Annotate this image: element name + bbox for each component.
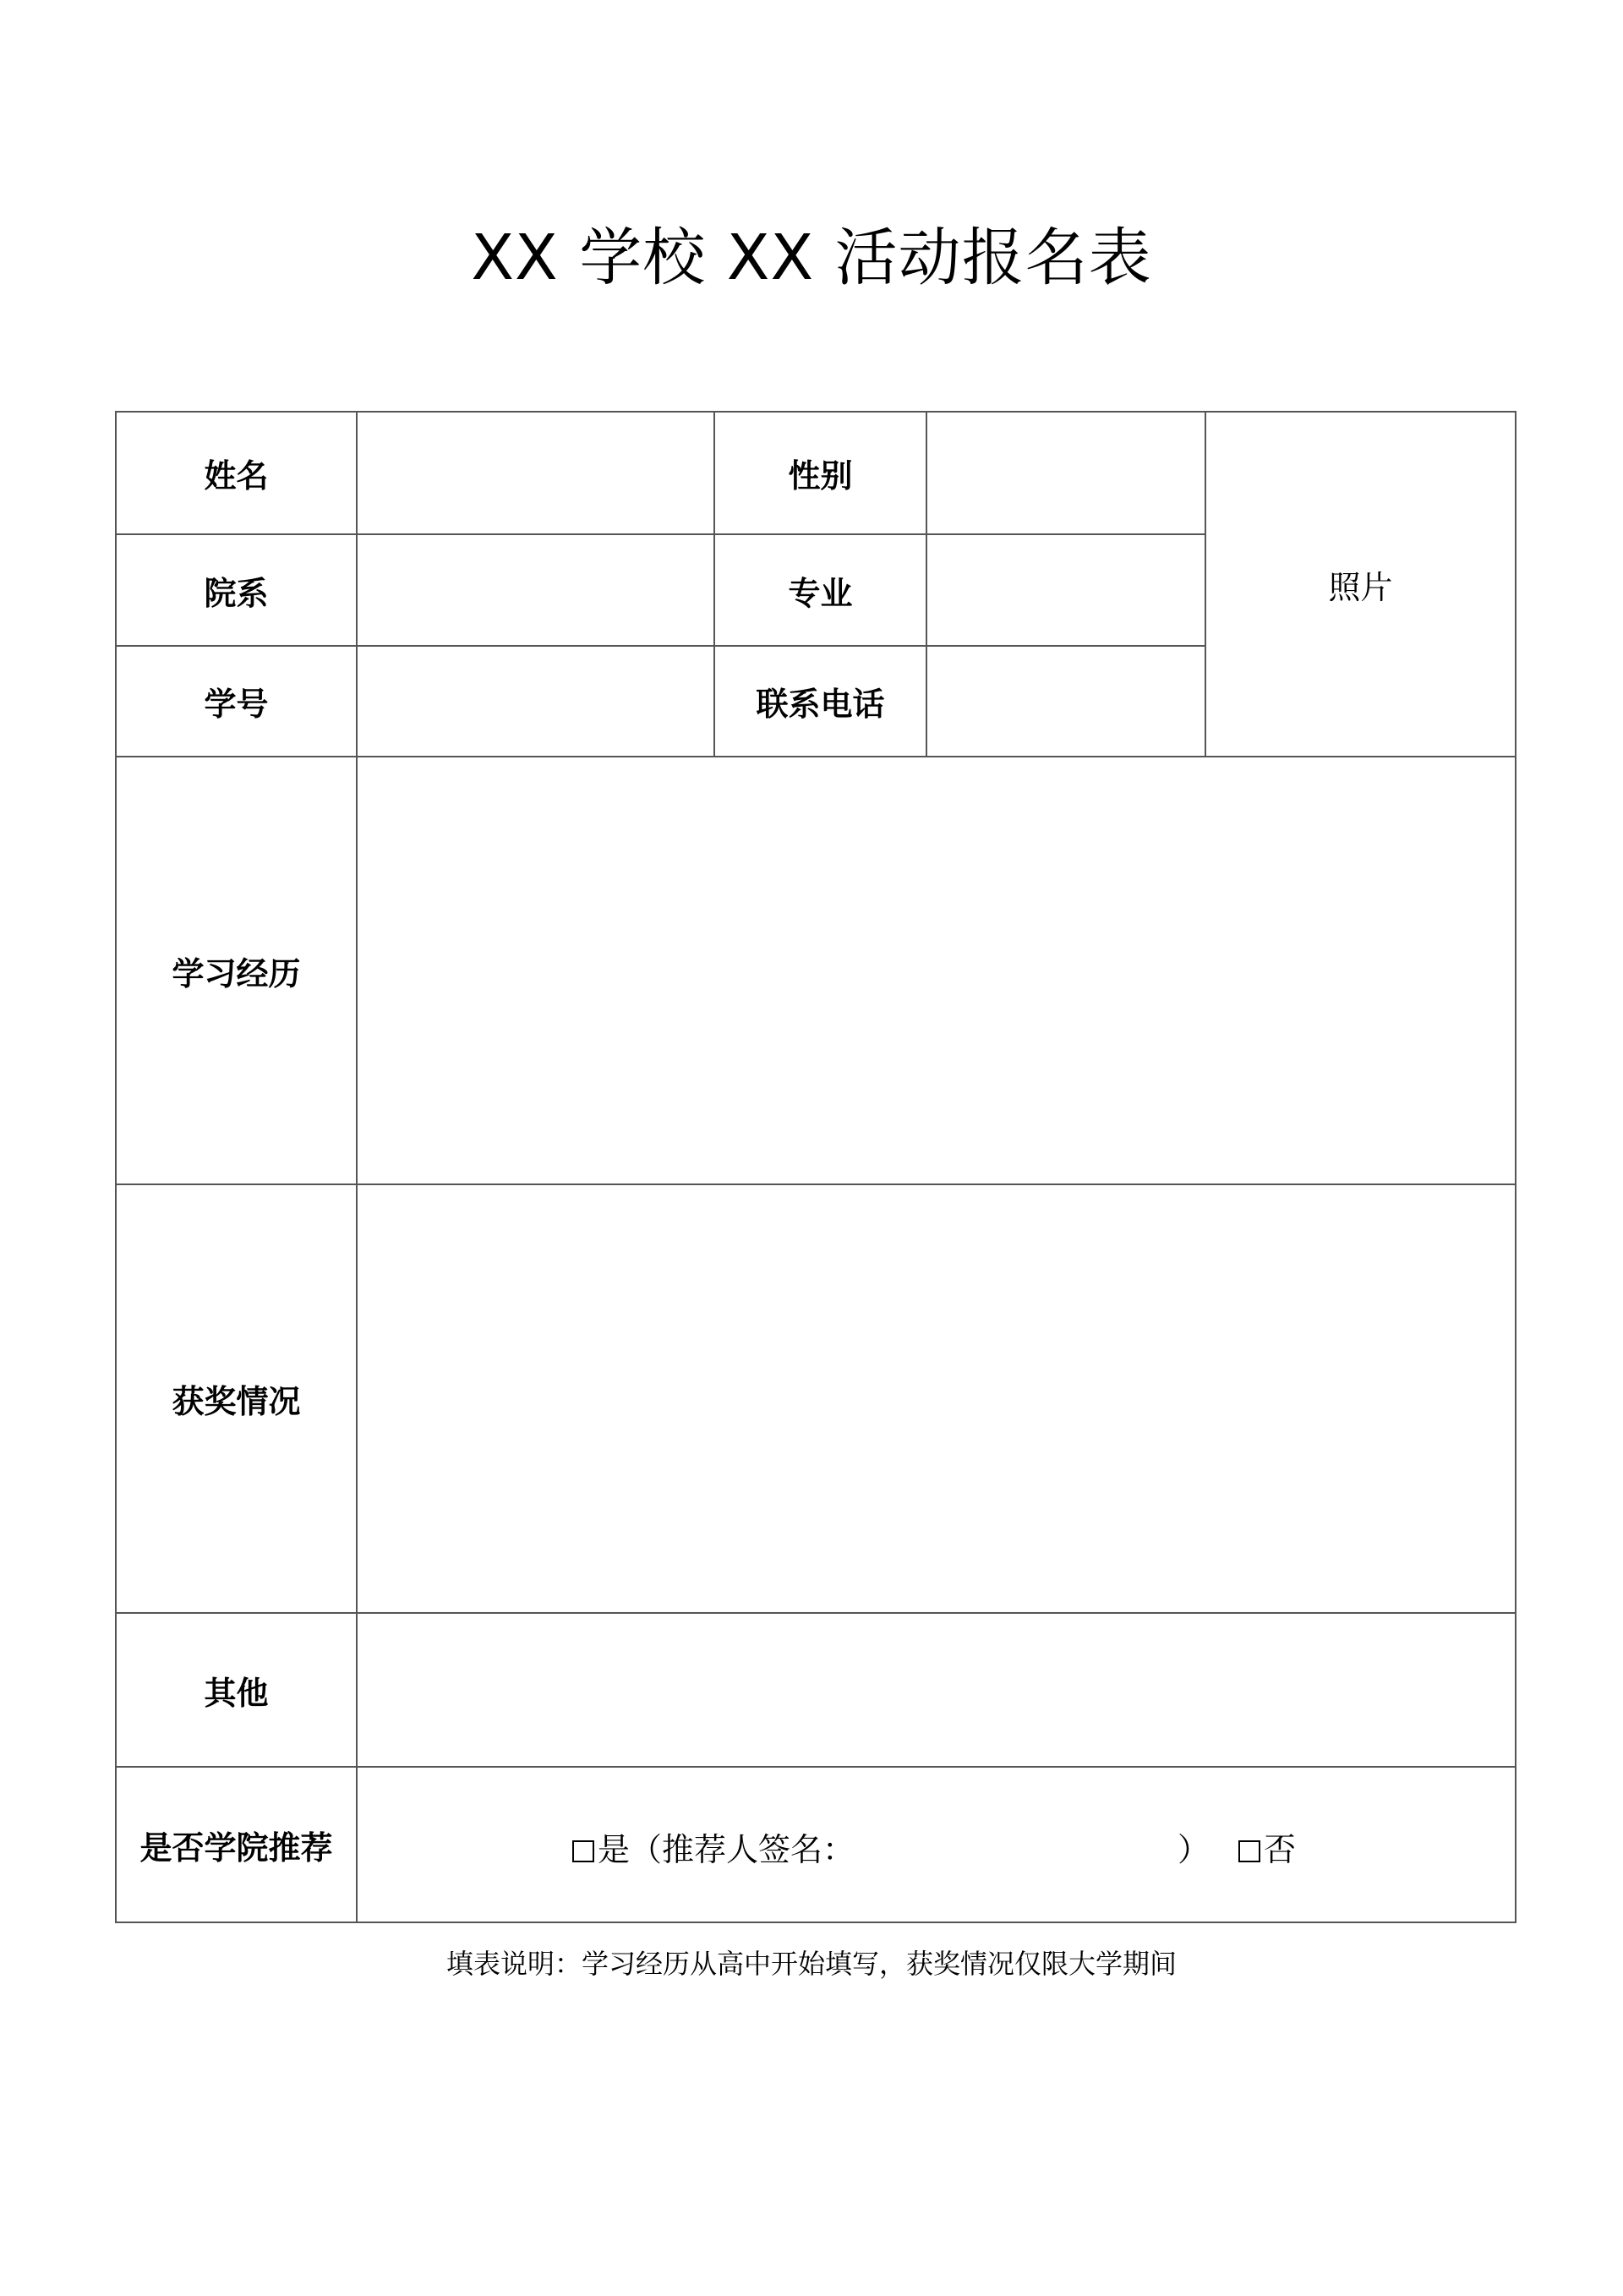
recommend-label: 是否学院推荐 xyxy=(116,1767,357,1922)
registration-table xyxy=(115,411,1516,1923)
education-label: 学习经历 xyxy=(116,757,357,1184)
department-label: 院系 xyxy=(116,534,357,646)
education-field[interactable] xyxy=(357,757,1516,1184)
other-field[interactable] xyxy=(357,1613,1516,1767)
table-row xyxy=(116,1767,1516,1922)
name-label: 姓名 xyxy=(116,412,357,534)
checkbox-icon[interactable] xyxy=(572,1840,594,1862)
phone-label: 联系电话 xyxy=(714,646,926,757)
recommend-field xyxy=(357,1767,1516,1922)
student-id-field[interactable] xyxy=(357,646,714,757)
fill-instructions: 填表说明：学习经历从高中开始填写，获奖情况仅限大学期间 xyxy=(445,1948,1177,1980)
table-row xyxy=(116,1613,1516,1767)
gender-field[interactable] xyxy=(926,412,1205,534)
form-title: XX 学校 XX 活动报名表 xyxy=(471,221,1152,294)
gender-label: 性别 xyxy=(714,412,926,534)
recommend-no-option[interactable] xyxy=(1238,1823,1296,1870)
phone-field[interactable] xyxy=(926,646,1205,757)
major-label: 专业 xyxy=(714,534,926,646)
photo-box[interactable] xyxy=(1205,412,1516,757)
checkbox-icon[interactable] xyxy=(1238,1840,1260,1862)
other-label: 其他 xyxy=(116,1613,357,1767)
awards-field[interactable] xyxy=(357,1184,1516,1613)
name-field[interactable] xyxy=(357,412,714,534)
table-row xyxy=(116,412,1516,534)
recommend-signature-close: ） xyxy=(1178,1831,1210,1868)
department-field[interactable] xyxy=(357,534,714,646)
table-row xyxy=(116,1184,1516,1613)
major-field[interactable] xyxy=(926,534,1205,646)
recommend-no-label: 否 xyxy=(1264,1831,1297,1868)
awards-label: 获奖情况 xyxy=(116,1184,357,1613)
student-id-label: 学号 xyxy=(116,646,357,757)
recommend-yes-label: 是（推荐人签名： xyxy=(598,1831,855,1868)
recommend-yes-option[interactable] xyxy=(572,1823,855,1870)
photo-label: 照片 xyxy=(1328,568,1393,606)
table-row xyxy=(116,757,1516,1184)
